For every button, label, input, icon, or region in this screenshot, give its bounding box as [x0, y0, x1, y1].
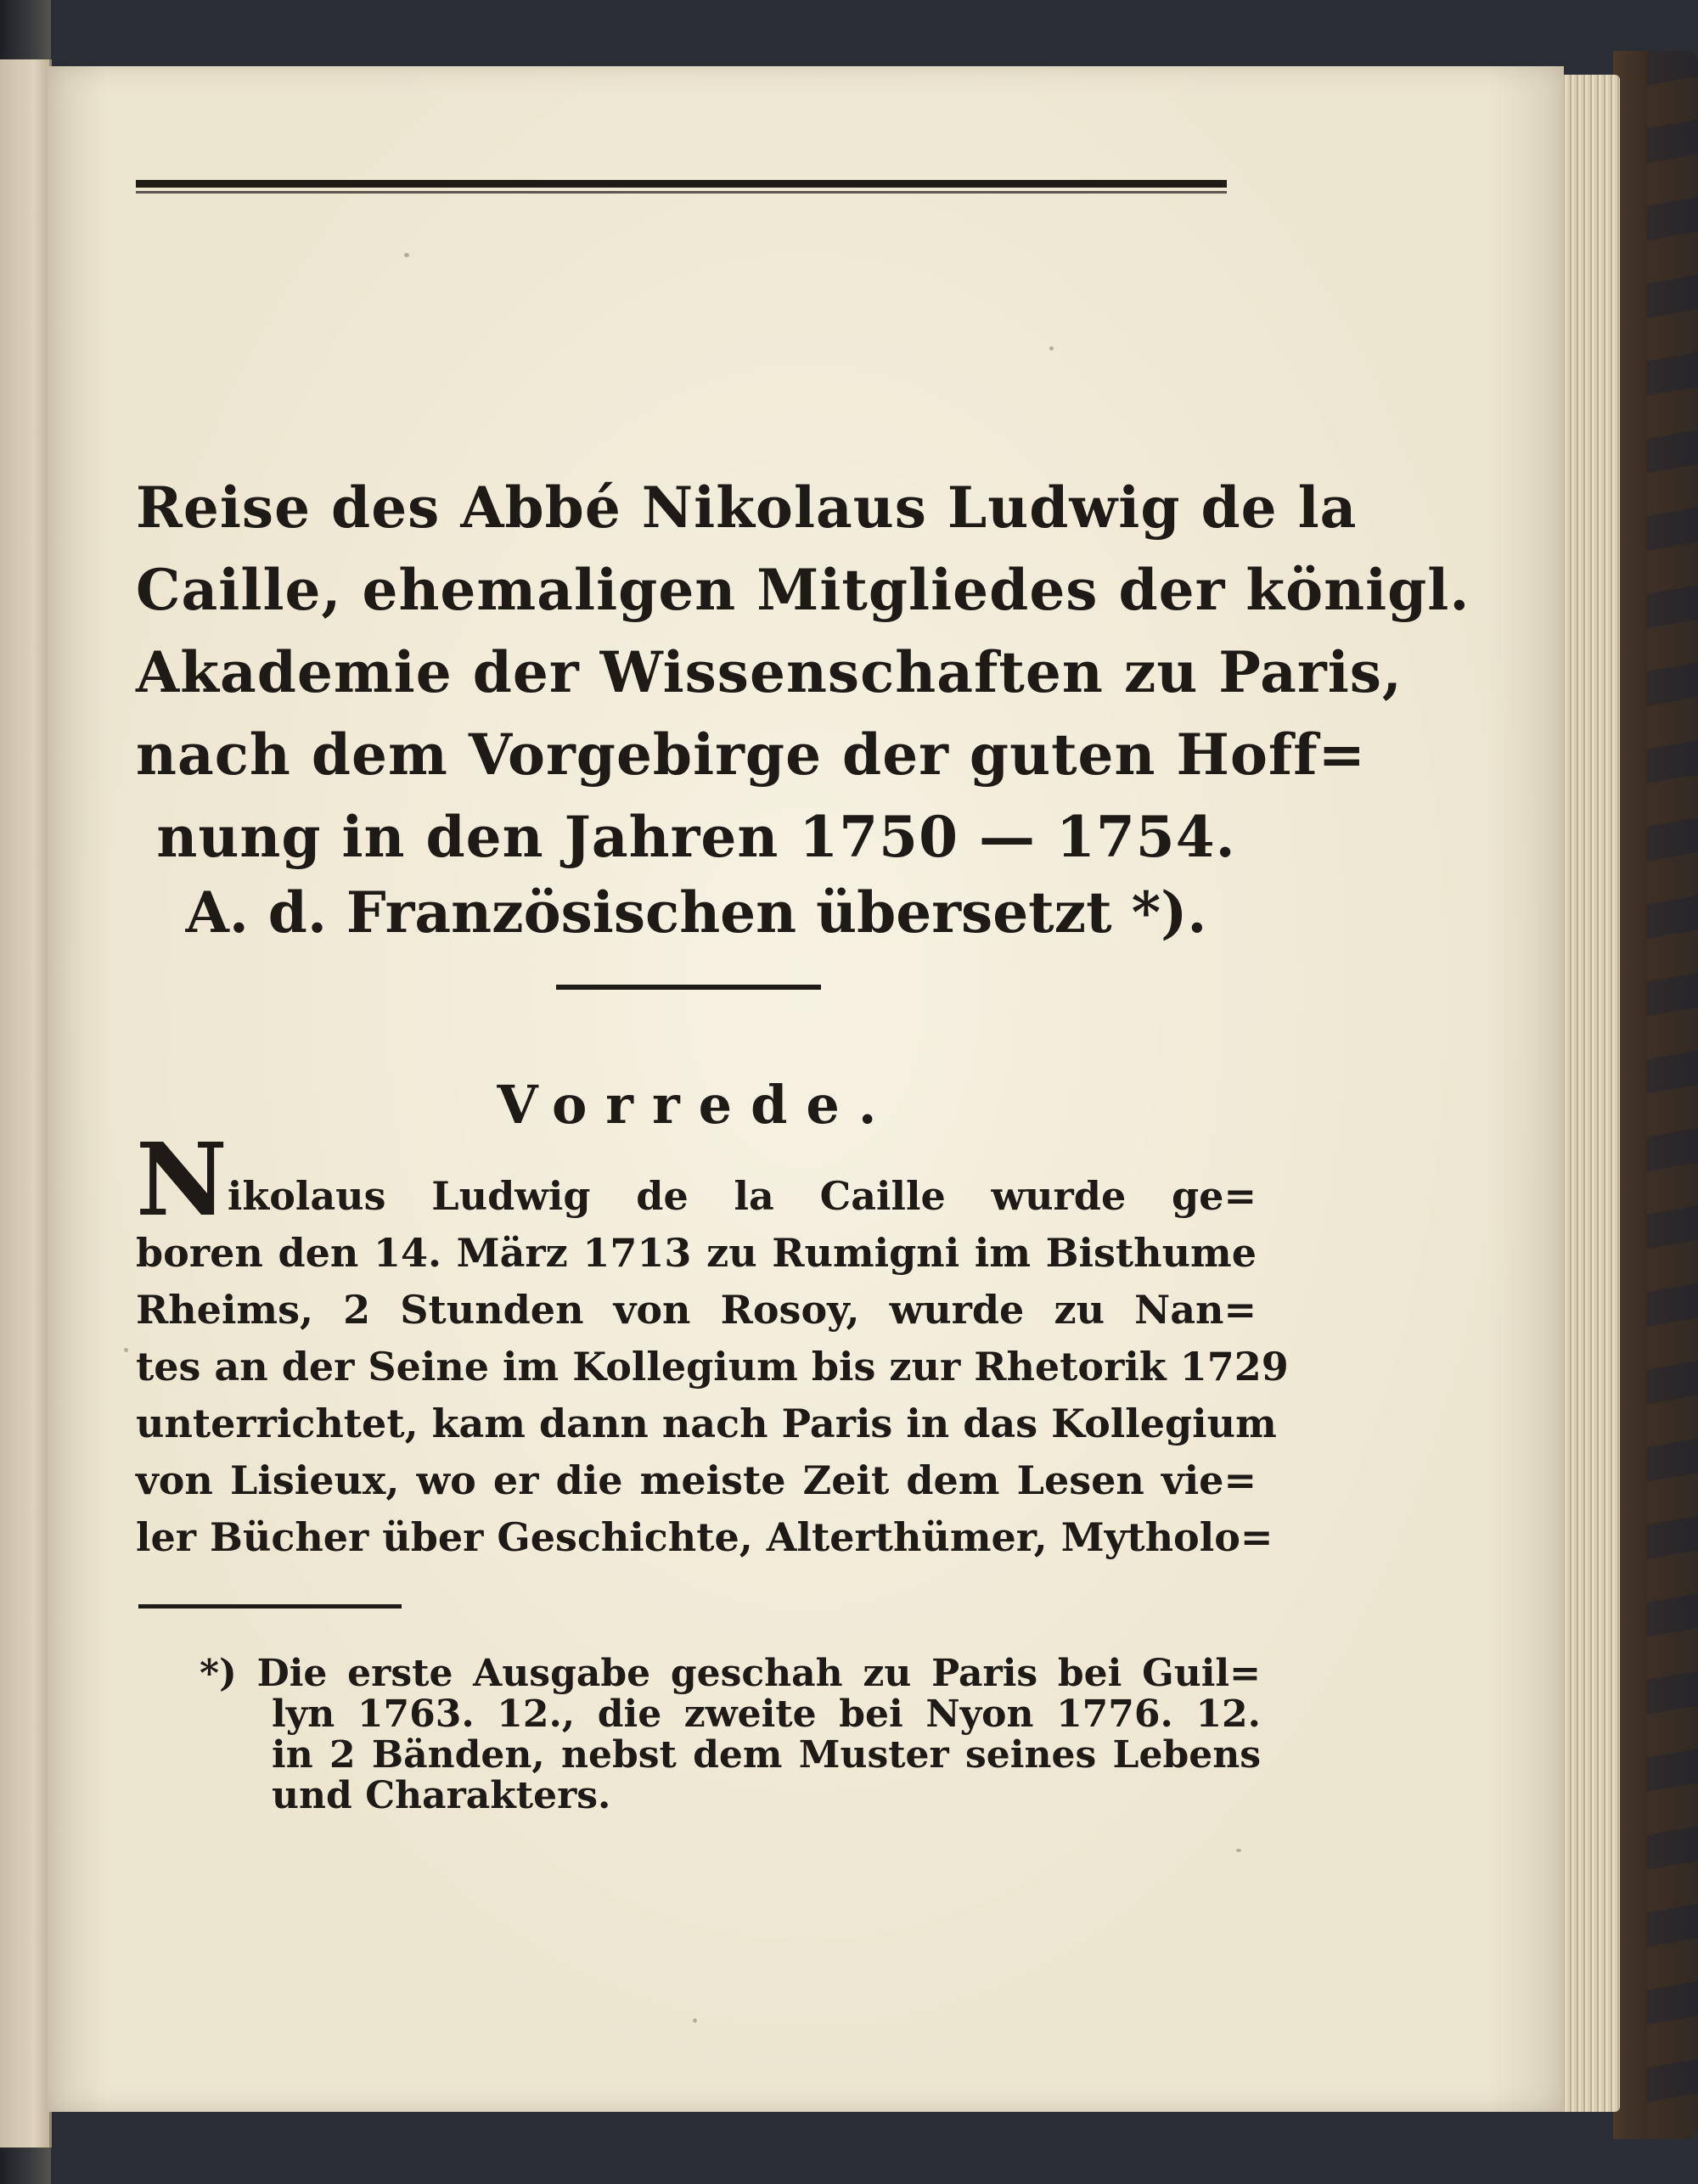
section-heading: Vorrede. — [497, 1074, 896, 1136]
paper-speck — [1236, 1849, 1241, 1852]
paper-speck — [124, 1348, 128, 1352]
chapter-title — [136, 467, 1470, 879]
top-rule — [136, 180, 1227, 188]
body-paragraph — [136, 1120, 1289, 1566]
title-line: Akademie der Wissenschaften zu Paris, — [136, 639, 1403, 705]
footnote-line: lyn 1763. 12., die zweite bei Nyon 1776. 12. — [272, 1693, 1261, 1736]
paper-speck — [693, 2018, 697, 2023]
title-line: nung in den Jahren 1750 — 1754. — [156, 804, 1236, 870]
body-line: Rheims, 2 Stunden von Rosoy, wurde zu Nan= — [136, 1287, 1257, 1333]
paper-speck — [1049, 346, 1054, 351]
footnote — [200, 1653, 1261, 1816]
title-line: Caille, ehemaligen Mitgliedes der königl. — [136, 557, 1470, 623]
previous-page-edge — [0, 59, 52, 2148]
title-line: Reise des Abbé Nikolaus Ludwig de la — [136, 474, 1358, 541]
drop-cap: N — [136, 1120, 228, 1238]
chapter-subtitle: A. d. Französischen übersetzt *). — [185, 879, 1207, 946]
body-line — [136, 1120, 1257, 1238]
body-line: tes an der Seine im Kollegium bis zur Rhetorik 1729 — [136, 1344, 1289, 1390]
top-rule-thin — [136, 191, 1227, 194]
footnote-line: in 2 Bänden, nebst dem Muster seines Lebens — [272, 1733, 1261, 1777]
book-cover-right — [1613, 51, 1698, 2139]
body-line: ler Bücher über Geschichte, Alterthümer, Mytholo= — [136, 1514, 1274, 1560]
title-separator-rule — [556, 985, 821, 990]
body-line: von Lisieux, wo er die meiste Zeit dem Lesen vie= — [136, 1457, 1257, 1503]
body-line: boren den 14. März 1713 zu Rumigni im Bisthume — [136, 1230, 1257, 1276]
body-line: unterrichtet, kam dann nach Paris in das Kollegium — [136, 1401, 1277, 1446]
body-line-text: ikolaus Ludwig de la Caille wurde ge= — [227, 1173, 1257, 1219]
footnote-line: *) Die erste Ausgabe geschah zu Paris bei Guil= — [200, 1652, 1261, 1695]
footnote-rule — [138, 1604, 402, 1609]
page-stack-edges — [1560, 75, 1620, 2112]
paper-speck — [404, 253, 409, 257]
footnote-line: und Charakters. — [272, 1774, 611, 1817]
title-line: nach dem Vorgebirge der guten Hoff= — [136, 721, 1366, 788]
